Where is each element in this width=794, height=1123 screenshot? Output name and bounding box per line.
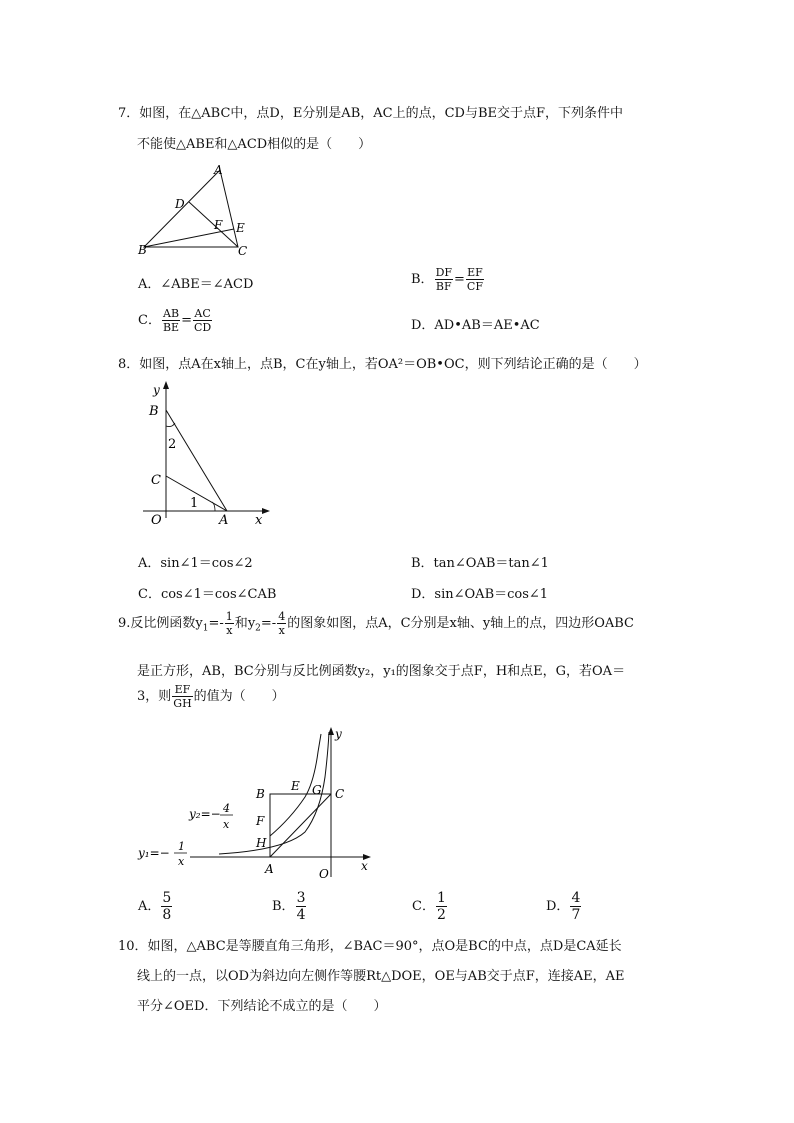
q10-stem-line3: 平分∠OED．下列结论不成立的是（ ） [137,999,387,1014]
q7-option-d[interactable]: D．AD•AB＝AE•AC [411,318,540,333]
q8-label-o: O [151,513,162,528]
q9-b-den: 4 [296,907,306,923]
q9-option-d[interactable] [546,890,582,923]
q9-label-a: A [265,862,274,876]
q9-label-y2-num: 4 [223,802,230,815]
q7-option-c-prefix: C． [138,313,161,328]
q9-label-g: G [312,783,322,797]
q8-label-x: x [255,513,263,528]
q9-label-e: E [291,779,300,793]
q7-b-den1: BF [435,280,452,293]
q7-b-num2: EF [467,266,483,279]
q9-l3-rest: 的值为（ ） [193,689,285,704]
q9-label-h: H [256,836,267,850]
q9-hyperbola-figure [135,722,380,882]
q9-option-a[interactable] [138,890,173,923]
q7-option-b[interactable] [411,266,485,293]
q9-c-den: 2 [436,907,446,923]
q9-l1-frac2-num: 4 [278,610,286,623]
q9-l1-frac2-den: x [278,624,285,637]
q9-b-num: 3 [296,890,306,906]
q9-l1-sub1: 1 [202,623,209,634]
q9-l1-eq2: =- [260,616,277,631]
q7-c-num2: AC [194,307,211,320]
q9-l1-eq1: =- [208,616,224,631]
q9-l1-and: 和 [234,616,248,631]
q9-label-b: B [256,787,265,801]
q9-label-x: x [361,859,368,873]
q9-label-c: C [335,787,345,801]
q9-d-den: 7 [571,907,581,923]
q9-option-b-prefix: B． [272,899,295,914]
q7-option-a[interactable]: A．∠ABE＝∠ACD [138,277,254,292]
q9-l1-y2: y [247,616,256,631]
q7-option-c[interactable] [138,307,213,334]
q9-label-y1-den: x [178,855,185,868]
q9-c-num: 1 [436,890,446,906]
q9-l1-frac1-num: 1 [225,610,233,623]
q9-label-y2-eq: y₂=− [189,807,221,821]
q10-stem-line2: 线上的一点，以OD为斜边向左侧作等腰Rt△DOE，OE与AB交于点F，连接AE，AE [137,969,625,984]
q9-option-c-prefix: C． [412,899,435,914]
q8-label-y: y [153,383,160,397]
q8-label-a: A [219,513,229,528]
q9-label-o: O [319,867,329,881]
q8-option-d[interactable]: D．sin∠OAB＝cos∠1 [411,587,549,602]
q9-a-den: 8 [162,907,172,923]
q8-option-b[interactable]: B．tan∠OAB＝tan∠1 [411,556,549,571]
q10-stem-line1: 10．如图，△ABC是等腰直角三角形，∠BAC＝90°，点O是BC的中点，点D是CA延长 [118,939,622,954]
q7-label-c: C [238,244,248,258]
q7-label-b: B [138,243,147,257]
q7-stem-line1: 7．如图，在△ABC中，点D，E分别是AB，AC上的点，CD与BE交于点F，下列条件中 [118,106,624,121]
q9-label-y1-num: 1 [178,840,185,853]
q7-option-b-prefix: B． [411,272,434,287]
q8-axes-figure [135,378,275,528]
q9-label-y1-eq: y₁=− [138,846,170,860]
q9-option-c[interactable] [412,890,448,923]
q8-label-c: C [151,473,161,488]
q7-c-eq: = [181,313,192,328]
q9-d-num: 4 [571,890,581,906]
q9-label-y2-den: x [223,818,230,831]
q9-option-a-prefix: A． [138,899,161,914]
q9-stem-line2: 是正方形，AB，BC分别与反比例函数y₂，y₁的图象交于点F，H和点E，G，若OA＝ [137,664,626,679]
q7-label-e: E [236,221,245,235]
q7-label-a: A [214,163,223,177]
q9-option-b[interactable] [272,890,307,923]
q7-b-num1: DF [435,266,453,279]
q8-label-angle1: 1 [190,496,199,511]
q7-b-eq: = [454,272,465,287]
q9-stem-line1 [118,610,634,637]
q8-stem-line1: 8．如图，点A在x轴上，点B，C在y轴上，若OA²＝OB•OC，则下列结论正确的是（ ） [118,357,647,372]
q7-stem-line2: 不能使△ABE和△ACD相似的是（ ） [137,137,372,152]
q9-label-f: F [256,814,265,828]
q7-c-num1: AB [163,307,180,320]
q9-l1-frac1-den: x [226,624,233,637]
q8-option-a[interactable]: A．sin∠1＝cos∠2 [138,556,253,571]
q7-label-d: D [175,197,185,211]
q8-label-angle2: 2 [168,437,177,452]
q9-label-y: y [335,727,342,741]
q7-b-den2: CF [466,280,483,293]
q7-c-den1: BE [162,321,180,334]
q9-stem-line3 [137,683,285,710]
q7-triangle-figure [130,158,260,258]
q9-l3-text-a: 3，则 [137,689,172,704]
q7-label-f: F [214,218,223,232]
q9-option-d-prefix: D． [546,899,570,914]
q9-l3-num: EF [172,683,192,697]
q9-l1-y1: y [195,616,203,631]
q9-a-num: 5 [162,890,172,906]
q9-l1-rest: 的图象如图，点A，C分别是x轴、y轴上的点，四边形OABC [287,616,635,631]
q7-c-den2: CD [193,321,212,334]
q8-option-c[interactable]: C．cos∠1＝cos∠CAB [138,587,277,602]
q9-l3-den: GH [173,697,192,710]
q8-label-b: B [149,404,159,419]
q9-l1-sub2: 2 [255,623,261,634]
q9-l1-text-a: 9.反比例函数 [118,616,196,631]
